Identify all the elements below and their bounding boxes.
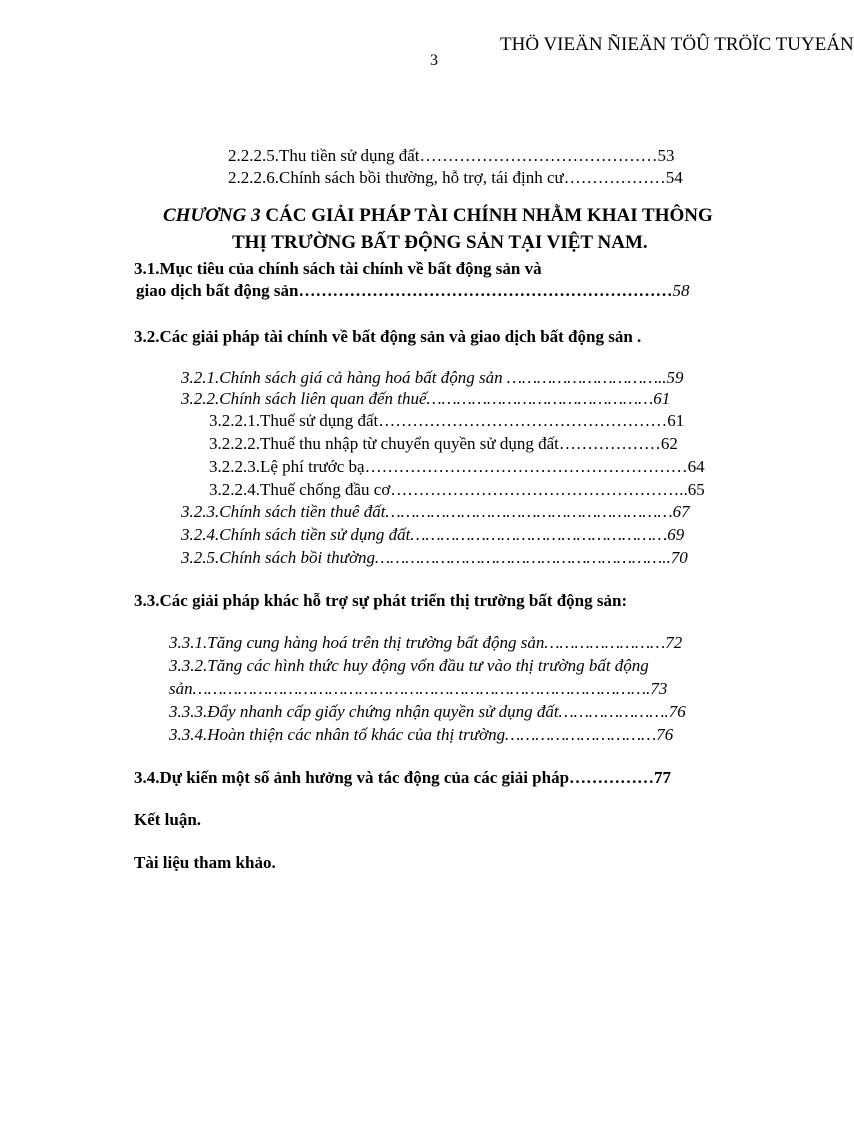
toc-section-3-1-dots: giao dịch bất động sản………………………………………………………… bbox=[136, 281, 673, 300]
toc-entry-2-2-2-5[interactable]: 2.2.2.5.Thu tiền sử dụng đất……………………………………53 bbox=[228, 146, 675, 165]
toc-entry-3-3-3[interactable]: 3.3.3.Đẩy nhanh cấp giấy chứng nhận quyền sử dụng đất………………….76 bbox=[169, 702, 686, 721]
library-header: THÖ VIEÄN ÑIEÄN TÖÛ TRÖÏC TUYEÁN bbox=[500, 34, 854, 55]
toc-section-3-1-line1[interactable]: 3.1.Mục tiêu của chính sách tài chính về bất động sản và bbox=[134, 259, 542, 278]
toc-entry-3-2-2-3[interactable]: 3.2.2.3.Lệ phí trước bạ…………………………………………………64 bbox=[209, 457, 705, 476]
toc-entry-3-2-2[interactable]: 3.2.2.Chính sách liên quan đến thuế………………………………………61 bbox=[181, 389, 671, 408]
toc-entry-3-3-2-line1[interactable]: 3.3.2.Tăng các hình thức huy động vốn đầu tư vào thị trường bất động bbox=[169, 656, 649, 675]
toc-section-3-3[interactable]: 3.3.Các giải pháp khác hỗ trợ sự phát triển thị trường bất động sản: bbox=[134, 591, 628, 610]
toc-references[interactable]: Tài liệu tham khảo. bbox=[134, 853, 276, 872]
toc-entry-3-2-3[interactable]: 3.2.3.Chính sách tiền thuê đất…………………………………………………67 bbox=[181, 502, 690, 521]
toc-entry-3-2-2-4[interactable]: 3.2.2.4.Thuế chống đầu cơ……………………………………………..65 bbox=[209, 480, 705, 499]
toc-entry-3-3-4[interactable]: 3.3.4.Hoàn thiện các nhân tố khác của thị trường…………………………76 bbox=[169, 725, 674, 744]
toc-entry-2-2-2-6[interactable]: 2.2.2.6.Chính sách bồi thường, hỗ trợ, tái định cư………………54 bbox=[228, 168, 683, 187]
toc-entry-3-2-4[interactable]: 3.2.4.Chính sách tiền sử dụng đất……………………………………………69 bbox=[181, 525, 685, 544]
toc-entry-3-2-5[interactable]: 3.2.5.Chính sách bồi thường…………………………………………………..70 bbox=[181, 548, 688, 567]
toc-entry-3-2-1[interactable]: 3.2.1.Chính sách giá cả hàng hoá bất động sản …………………………..59 bbox=[181, 368, 684, 387]
toc-section-3-1-line2[interactable] bbox=[136, 281, 690, 301]
toc-section-3-4[interactable]: 3.4.Dự kiến một số ảnh hưởng và tác động của các giải pháp……………77 bbox=[134, 768, 672, 787]
toc-entry-3-3-1[interactable]: 3.3.1.Tăng cung hàng hoá trên thị trường bất động sản……………………72 bbox=[169, 633, 683, 652]
toc-conclusion[interactable]: Kết luận. bbox=[134, 810, 202, 829]
toc-entry-3-2-2-1[interactable]: 3.2.2.1.Thuế sử dụng đất……………………………………………61 bbox=[209, 411, 685, 430]
toc-section-3-1-page: 58 bbox=[672, 281, 690, 300]
chapter-3-heading bbox=[163, 205, 713, 227]
toc-entry-3-2-2-2[interactable]: 3.2.2.2.Thuế thu nhập từ chuyển quyền sử dụng đất………………62 bbox=[209, 434, 678, 453]
chapter-3-title-line2: THỊ TRƯỜNG BẤT ĐỘNG SẢN TẠI VIỆT NAM. bbox=[232, 232, 648, 253]
toc-section-3-2[interactable]: 3.2.Các giải pháp tài chính về bất động sản và giao dịch bất động sản . bbox=[134, 327, 642, 346]
toc-entry-3-3-2-line2[interactable]: sản……………………………………………………………………………….73 bbox=[169, 679, 668, 698]
chapter-3-title-line1: CÁC GIẢI PHÁP TÀI CHÍNH NHẰM KHAI THÔNG bbox=[260, 205, 713, 226]
page-number: 3 bbox=[430, 52, 438, 69]
chapter-3-label: CHƯƠNG 3 bbox=[163, 205, 261, 226]
